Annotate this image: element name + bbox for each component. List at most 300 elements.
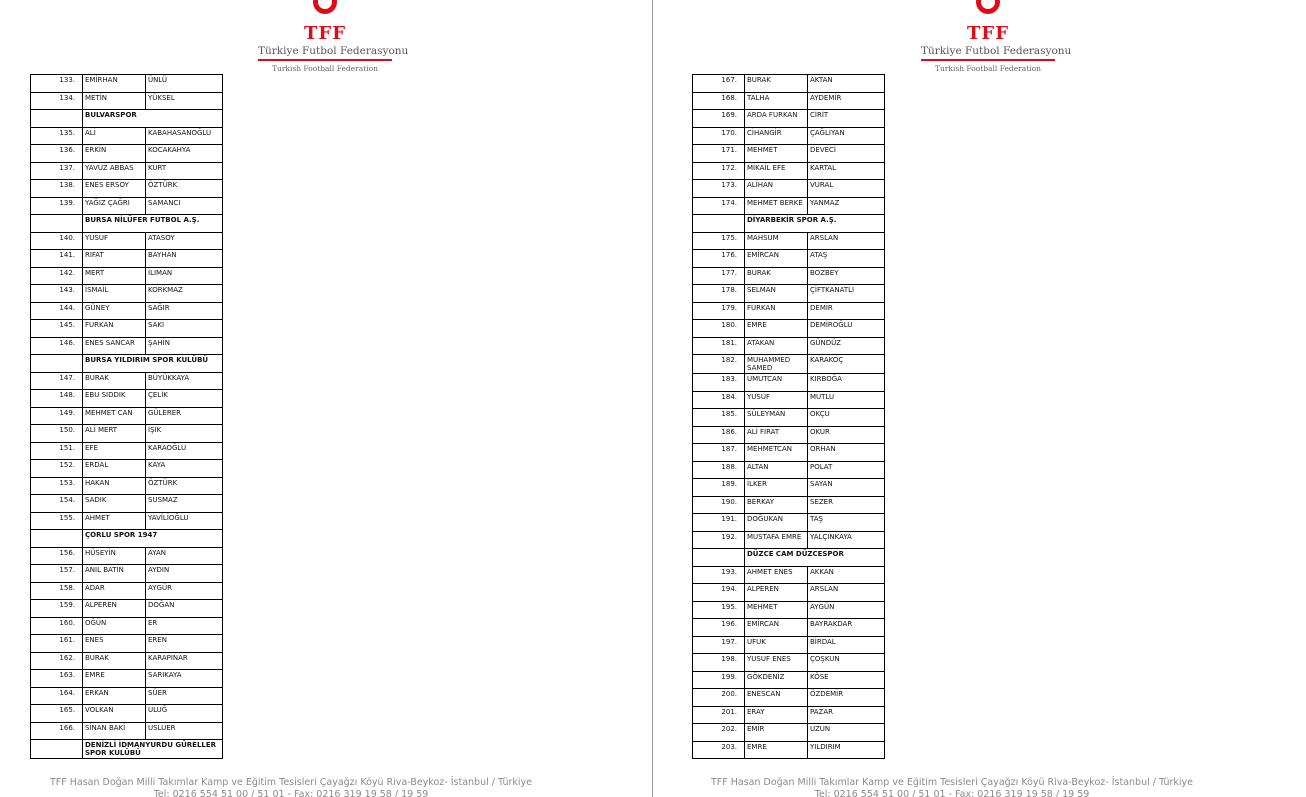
player-row (693, 514, 885, 532)
player-row (31, 547, 223, 565)
player-row (31, 197, 223, 215)
player-row (31, 250, 223, 268)
player-row (693, 426, 885, 444)
player-last-name: UZUN (808, 724, 885, 742)
player-row (31, 635, 223, 653)
player-last-name: KARTAL (808, 162, 885, 180)
player-last-name: DEMİR (808, 302, 885, 320)
player-first-name: ALİ MERT (83, 425, 146, 443)
player-row (693, 302, 885, 320)
player-number: 162. (31, 652, 83, 670)
player-last-name: AKKAN (808, 566, 885, 584)
tff-logo (250, 0, 409, 73)
player-number: 138. (31, 180, 83, 198)
player-row (693, 724, 885, 742)
player-last-name: YÜKSEL (146, 92, 223, 110)
player-row (31, 92, 223, 110)
player-first-name: OĞÜN (83, 617, 146, 635)
player-number: 137. (31, 162, 83, 180)
player-first-name: VOLKAN (83, 705, 146, 723)
player-row (31, 267, 223, 285)
player-first-name: MUSTAFA EMRE (745, 531, 808, 549)
player-row (693, 741, 885, 759)
club-header-row (31, 215, 223, 233)
player-first-name: BURAK (83, 652, 146, 670)
player-first-name: MEHMET (745, 145, 808, 163)
player-row (31, 670, 223, 688)
player-row (693, 409, 885, 427)
player-first-name: MİKAİL EFE (745, 162, 808, 180)
player-row (31, 145, 223, 163)
player-last-name: ARSLAN (808, 584, 885, 602)
player-last-name: KOCAKAHYA (146, 145, 223, 163)
player-first-name: ATAKAN (745, 337, 808, 355)
player-last-name: AYDIN (146, 565, 223, 583)
player-first-name: SELMAN (745, 285, 808, 303)
player-row (693, 285, 885, 303)
player-number: 150. (31, 425, 83, 443)
player-last-name: YALÇINKAYA (808, 531, 885, 549)
player-first-name: EMRE (745, 320, 808, 338)
player-last-name: KURT (146, 162, 223, 180)
player-last-name: AYGÜN (808, 601, 885, 619)
player-row (693, 531, 885, 549)
player-row (693, 374, 885, 392)
player-first-name: ERDAL (83, 460, 146, 478)
player-number: 157. (31, 565, 83, 583)
player-last-name: ER (146, 617, 223, 635)
player-last-name: ULUĞ (146, 705, 223, 723)
player-last-name: BOZBEY (808, 267, 885, 285)
player-number: 146. (31, 337, 83, 355)
player-first-name: HÜSEYİN (83, 547, 146, 565)
player-number: 152. (31, 460, 83, 478)
player-first-name: GÖKDENİZ (745, 671, 808, 689)
player-row (693, 197, 885, 215)
player-first-name: MAHSUM (745, 232, 808, 250)
player-last-name: ÇAĞLIYAN (808, 127, 885, 145)
player-last-name: SAKI (146, 320, 223, 338)
player-row (693, 92, 885, 110)
player-last-name: ARSLAN (808, 232, 885, 250)
player-first-name: ALİ FIRAT (745, 426, 808, 444)
player-last-name: ÇELİK (146, 390, 223, 408)
player-row (693, 444, 885, 462)
player-number: 140. (31, 232, 83, 250)
player-row (693, 619, 885, 637)
player-row (31, 582, 223, 600)
player-row (31, 460, 223, 478)
club-header-row (693, 549, 885, 567)
player-number: 168. (693, 92, 745, 110)
player-first-name: MEHMET BERKE (745, 197, 808, 215)
player-first-name: ARDA FURKAN (745, 110, 808, 128)
player-row (31, 127, 223, 145)
player-row (31, 390, 223, 408)
player-last-name: POLAT (808, 461, 885, 479)
logo-name: Türkiye Futbol Federasyonu (921, 44, 1055, 61)
club-header-row (31, 355, 223, 373)
player-row (31, 302, 223, 320)
player-number: 163. (31, 670, 83, 688)
player-last-name: AYGÜR (146, 582, 223, 600)
player-number: 194. (693, 584, 745, 602)
player-number: 195. (693, 601, 745, 619)
player-first-name: MUHAMMED SAMED (745, 355, 808, 374)
player-first-name: ERKİN (83, 145, 146, 163)
logo-abbr: TFF (967, 23, 1009, 44)
player-row (693, 601, 885, 619)
player-first-name: BURAK (83, 372, 146, 390)
player-number: 182. (693, 355, 745, 374)
club-name: BURSA YILDIRIM SPOR KULÜBÜ (83, 355, 223, 373)
player-last-name: GÜLERER (146, 407, 223, 425)
player-number: 202. (693, 724, 745, 742)
player-row (31, 652, 223, 670)
player-number: 148. (31, 390, 83, 408)
player-first-name: EMRE (745, 741, 808, 759)
player-first-name: AHMET ENES (745, 566, 808, 584)
player-first-name: FURKAN (745, 302, 808, 320)
player-first-name: ALİ (83, 127, 146, 145)
player-last-name: AYDEMİR (808, 92, 885, 110)
player-first-name: DOĞUKAN (745, 514, 808, 532)
player-last-name: SARIKAYA (146, 670, 223, 688)
player-number: 139. (31, 197, 83, 215)
player-first-name: BURAK (745, 267, 808, 285)
player-first-name: BURAK (745, 75, 808, 93)
player-first-name: İLKER (745, 479, 808, 497)
player-row (31, 75, 223, 93)
player-last-name: KORKMAZ (146, 285, 223, 303)
player-last-name: SEZER (808, 496, 885, 514)
player-row (693, 75, 885, 93)
player-first-name: BERKAY (745, 496, 808, 514)
player-row (31, 162, 223, 180)
player-row (693, 145, 885, 163)
player-number: 180. (693, 320, 745, 338)
player-number: 198. (693, 654, 745, 672)
player-first-name: GÜNEY (83, 302, 146, 320)
player-number: 133. (31, 75, 83, 93)
player-last-name: ŞAHİN (146, 337, 223, 355)
player-first-name: ALPEREN (745, 584, 808, 602)
player-number: 200. (693, 689, 745, 707)
player-last-name: KAYA (146, 460, 223, 478)
player-last-name: AKTAN (808, 75, 885, 93)
player-number: 166. (31, 722, 83, 740)
player-last-name: KARAOĞLU (146, 442, 223, 460)
player-row (693, 250, 885, 268)
page-footer (0, 777, 617, 797)
player-number: 197. (693, 636, 745, 654)
player-last-name: YILDIRIM (808, 741, 885, 759)
player-last-name: YANMAZ (808, 197, 885, 215)
player-number: 191. (693, 514, 745, 532)
player-last-name: OKÇU (808, 409, 885, 427)
player-last-name: SAYAN (808, 479, 885, 497)
player-last-name: ÖZTÜRK (146, 180, 223, 198)
player-first-name: ANIL BATIN (83, 565, 146, 583)
player-row (31, 320, 223, 338)
roster-table (30, 74, 223, 759)
footer-address: TFF Hasan Doğan Milli Takımlar Kamp ve Eğitim Tesisleri Çayağzı Köyü Riva-Beykoz- İstanbul / Türkiye (49, 777, 533, 788)
player-first-name: ERKAN (83, 687, 146, 705)
player-first-name: AHMET (83, 512, 146, 530)
player-row (31, 687, 223, 705)
player-row (693, 461, 885, 479)
player-number: 167. (693, 75, 745, 93)
player-first-name: ALPEREN (83, 600, 146, 618)
player-last-name: SUSMAZ (146, 495, 223, 513)
player-first-name: SİNAN BAKİ (83, 722, 146, 740)
football-icon (310, 0, 340, 18)
player-number: 173. (693, 180, 745, 198)
player-row (693, 636, 885, 654)
player-row (693, 232, 885, 250)
player-last-name: YAVİLİOĞLU (146, 512, 223, 530)
player-number: 142. (31, 267, 83, 285)
player-number: 143. (31, 285, 83, 303)
player-number: 153. (31, 477, 83, 495)
player-number: 175. (693, 232, 745, 250)
player-number: 174. (693, 197, 745, 215)
player-number: 135. (31, 127, 83, 145)
player-last-name: USLUER (146, 722, 223, 740)
player-first-name: RIFAT (83, 250, 146, 268)
player-first-name: SADIK (83, 495, 146, 513)
player-number: 136. (31, 145, 83, 163)
player-number: 190. (693, 496, 745, 514)
footer-phone: Tel: 0216 554 51 00 / 51 01 - Fax: 0216 319 19 58 / 19 59 (814, 789, 1090, 797)
player-first-name: HAKAN (83, 477, 146, 495)
player-number: 145. (31, 320, 83, 338)
player-last-name: VURAL (808, 180, 885, 198)
player-first-name: UMUTCAN (745, 374, 808, 392)
club-name: DENİZLİ İDMANYURDU GÜRELLER SPOR KULÜBÜ (83, 740, 223, 759)
player-first-name: ALTAN (745, 461, 808, 479)
player-row (31, 600, 223, 618)
player-row (31, 425, 223, 443)
player-row (31, 442, 223, 460)
player-last-name: ILIMAN (146, 267, 223, 285)
player-last-name: TAŞ (808, 514, 885, 532)
player-first-name: ERAY (745, 706, 808, 724)
logo-abbr: TFF (304, 23, 346, 44)
player-row (693, 584, 885, 602)
player-last-name: PAZAR (808, 706, 885, 724)
player-number: 181. (693, 337, 745, 355)
player-first-name: MEHMET CAN (83, 407, 146, 425)
player-number: 178. (693, 285, 745, 303)
player-number: 154. (31, 495, 83, 513)
player-row (693, 180, 885, 198)
club-name: DİYARBEKİR SPOR A.Ş. (745, 215, 885, 233)
player-first-name: MEHMETCAN (745, 444, 808, 462)
player-number: 164. (31, 687, 83, 705)
player-row (693, 479, 885, 497)
player-first-name: EMİRHAN (83, 75, 146, 93)
club-header-row (693, 215, 885, 233)
player-first-name: EBU SIDDIK (83, 390, 146, 408)
player-first-name: EMRE (83, 670, 146, 688)
player-last-name: BÜYÜKKAYA (146, 372, 223, 390)
player-last-name: ATAŞ (808, 250, 885, 268)
player-last-name: OKUR (808, 426, 885, 444)
player-first-name: ENES (83, 635, 146, 653)
player-last-name: KABAHASANOĞLU (146, 127, 223, 145)
player-first-name: YUSUF (83, 232, 146, 250)
logo-name: Türkiye Futbol Federasyonu (258, 44, 392, 61)
player-last-name: AYAN (146, 547, 223, 565)
player-first-name: YAĞIZ ÇAĞRI (83, 197, 146, 215)
player-row (31, 722, 223, 740)
player-number: 193. (693, 566, 745, 584)
player-last-name: MUTLU (808, 391, 885, 409)
player-number: 161. (31, 635, 83, 653)
club-name: BULVARSPOR (83, 110, 223, 128)
player-last-name: GÜNDÜZ (808, 337, 885, 355)
player-first-name: ENES SANCAR (83, 337, 146, 355)
player-number: 155. (31, 512, 83, 530)
player-row (693, 654, 885, 672)
player-last-name: DOĞAN (146, 600, 223, 618)
player-last-name: ÇİFTKANATLI (808, 285, 885, 303)
club-name: ÇORLU SPOR 1947 (83, 530, 223, 548)
player-first-name: ADAR (83, 582, 146, 600)
club-name: DÜZCE CAM DÜZCESPOR (745, 549, 885, 567)
player-last-name: KÖSE (808, 671, 885, 689)
player-first-name: TALHA (745, 92, 808, 110)
club-header-row (31, 530, 223, 548)
player-row (693, 267, 885, 285)
player-number: 134. (31, 92, 83, 110)
player-row (693, 127, 885, 145)
player-first-name: UFUK (745, 636, 808, 654)
player-last-name: ÖZDEMİR (808, 689, 885, 707)
player-row (693, 689, 885, 707)
player-last-name: IŞIK (146, 425, 223, 443)
player-last-name: CİRİT (808, 110, 885, 128)
player-number: 144. (31, 302, 83, 320)
player-first-name: ALİHAN (745, 180, 808, 198)
club-header-row (31, 110, 223, 128)
player-number: 179. (693, 302, 745, 320)
player-row (693, 162, 885, 180)
player-last-name: ORHAN (808, 444, 885, 462)
player-first-name: YUSUF ENES (745, 654, 808, 672)
player-first-name: ENESCAN (745, 689, 808, 707)
footer-phone: Tel: 0216 554 51 00 / 51 01 - Fax: 0216 319 19 58 / 19 59 (153, 789, 429, 797)
player-number: 188. (693, 461, 745, 479)
player-number: 160. (31, 617, 83, 635)
player-row (693, 496, 885, 514)
player-row (693, 355, 885, 374)
footer-address: TFF Hasan Doğan Milli Takımlar Kamp ve Eğitim Tesisleri Çayağzı Köyü Riva-Beykoz- İstanbul / Türkiye (710, 777, 1194, 788)
player-number: 169. (693, 110, 745, 128)
page-footer (654, 777, 1278, 797)
player-number: 186. (693, 426, 745, 444)
player-first-name: SÜLEYMAN (745, 409, 808, 427)
player-last-name: DEMİROĞLU (808, 320, 885, 338)
tff-logo (913, 0, 1072, 73)
player-number: 156. (31, 547, 83, 565)
player-number: 170. (693, 127, 745, 145)
logo-subtitle: Turkish Football Federation (934, 64, 1041, 73)
player-row (31, 617, 223, 635)
player-number: 159. (31, 600, 83, 618)
player-number: 165. (31, 705, 83, 723)
player-first-name: MERT (83, 267, 146, 285)
player-first-name: İSMAİL (83, 285, 146, 303)
player-first-name: EFE (83, 442, 146, 460)
player-row (693, 320, 885, 338)
player-row (31, 372, 223, 390)
player-number: 151. (31, 442, 83, 460)
player-row (693, 110, 885, 128)
player-row (693, 391, 885, 409)
player-last-name: BİRDAL (808, 636, 885, 654)
player-row (31, 337, 223, 355)
player-number: 184. (693, 391, 745, 409)
player-last-name: KARAKOÇ (808, 355, 885, 374)
player-first-name: YUSUF (745, 391, 808, 409)
player-last-name: ÖZTÜRK (146, 477, 223, 495)
player-first-name: EMİR (745, 724, 808, 742)
player-row (31, 232, 223, 250)
document-page-2 (654, 0, 1306, 797)
player-number: 189. (693, 479, 745, 497)
player-row (693, 566, 885, 584)
player-first-name: METİN (83, 92, 146, 110)
player-number: 149. (31, 407, 83, 425)
player-row (31, 565, 223, 583)
player-number: 201. (693, 706, 745, 724)
club-name: BURSA NİLÜFER FUTBOL A.Ş. (83, 215, 223, 233)
logo-subtitle: Turkish Football Federation (271, 64, 378, 73)
player-last-name: ATASOY (146, 232, 223, 250)
player-number: 141. (31, 250, 83, 268)
player-last-name: ÇOŞKUN (808, 654, 885, 672)
player-number: 199. (693, 671, 745, 689)
club-header-row (31, 740, 223, 759)
player-number: 192. (693, 531, 745, 549)
player-first-name: EMİRCAN (745, 619, 808, 637)
player-row (31, 512, 223, 530)
roster-table (692, 74, 885, 759)
player-last-name: SAMANCI (146, 197, 223, 215)
player-number: 172. (693, 162, 745, 180)
player-last-name: SAĞIR (146, 302, 223, 320)
football-icon (973, 0, 1003, 18)
player-last-name: KARAPINAR (146, 652, 223, 670)
player-first-name: EMİRCAN (745, 250, 808, 268)
player-number: 147. (31, 372, 83, 390)
player-number: 158. (31, 582, 83, 600)
player-row (31, 180, 223, 198)
player-row (31, 477, 223, 495)
player-last-name: ÜNLÜ (146, 75, 223, 93)
player-row (693, 706, 885, 724)
player-row (31, 407, 223, 425)
player-last-name: EREN (146, 635, 223, 653)
player-row (693, 337, 885, 355)
player-first-name: ENES ERSOY (83, 180, 146, 198)
player-last-name: BAYHAN (146, 250, 223, 268)
player-row (31, 285, 223, 303)
player-row (31, 705, 223, 723)
player-first-name: YAVUZ ABBAS (83, 162, 146, 180)
